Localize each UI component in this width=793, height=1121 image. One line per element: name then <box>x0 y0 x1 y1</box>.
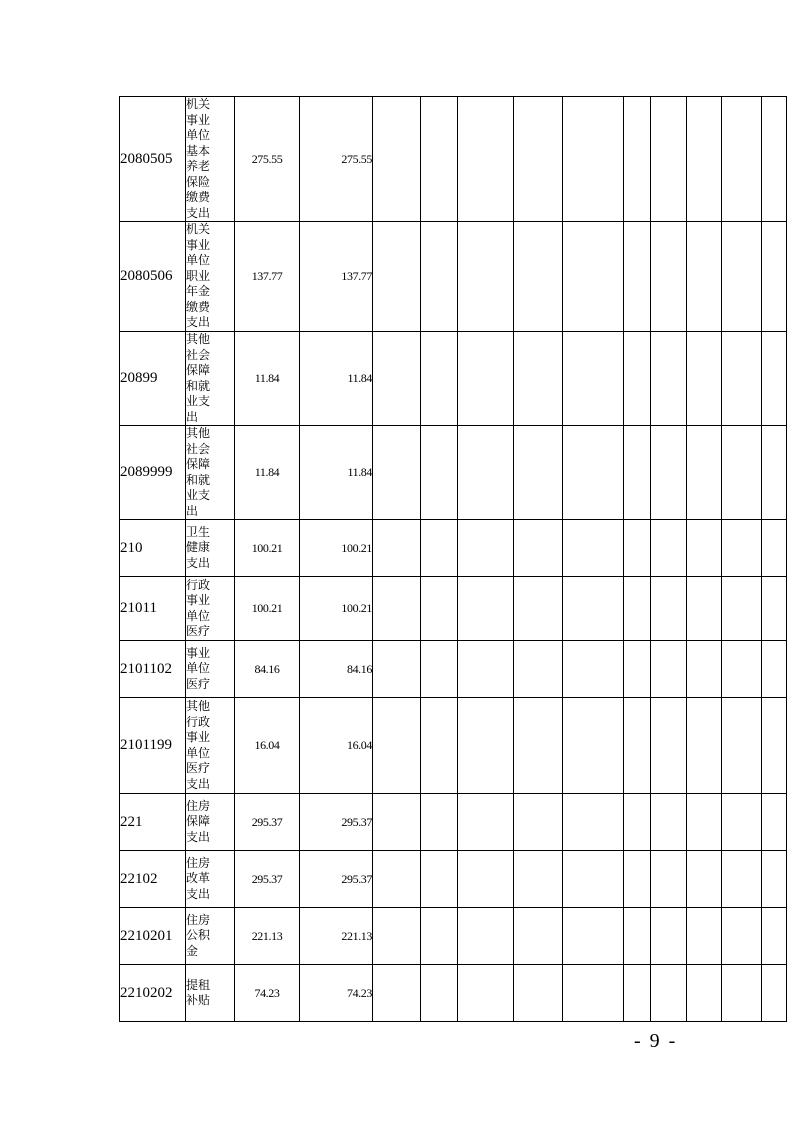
subject-name-cell <box>186 332 235 426</box>
subject-name-cell <box>186 577 235 641</box>
empty-cell <box>651 794 687 851</box>
empty-cell <box>373 851 421 908</box>
empty-cell <box>624 965 651 1022</box>
empty-cell <box>514 222 563 332</box>
empty-cell <box>762 97 787 222</box>
empty-cell <box>762 698 787 794</box>
empty-cell <box>762 332 787 426</box>
empty-cell <box>514 794 563 851</box>
empty-cell <box>514 698 563 794</box>
empty-cell <box>687 794 722 851</box>
subject-code: 2210201 <box>120 908 186 965</box>
empty-cell <box>373 577 421 641</box>
empty-cell <box>458 332 514 426</box>
empty-cell <box>563 577 624 641</box>
empty-cell <box>722 641 762 698</box>
empty-cell <box>421 965 458 1022</box>
empty-cell <box>762 908 787 965</box>
table-row <box>120 851 787 908</box>
total-amount: 11.84 <box>235 332 300 426</box>
empty-cell <box>421 222 458 332</box>
subject-code: 2080505 <box>120 97 186 222</box>
subtotal-amount: 221.13 <box>300 908 373 965</box>
total-amount: 295.37 <box>235 851 300 908</box>
subject-name: 住房公积金 <box>186 912 211 958</box>
empty-cell <box>624 698 651 794</box>
subject-code: 2101102 <box>120 641 186 698</box>
empty-cell <box>373 97 421 222</box>
empty-cell <box>722 426 762 520</box>
empty-cell <box>762 851 787 908</box>
subject-name: 事业单位医疗 <box>186 645 211 691</box>
empty-cell <box>651 908 687 965</box>
empty-cell <box>563 332 624 426</box>
empty-cell <box>651 222 687 332</box>
empty-cell <box>624 222 651 332</box>
empty-cell <box>514 332 563 426</box>
empty-cell <box>722 794 762 851</box>
empty-cell <box>421 698 458 794</box>
empty-cell <box>651 332 687 426</box>
subject-name-cell <box>186 851 235 908</box>
empty-cell <box>624 97 651 222</box>
subtotal-amount: 11.84 <box>300 426 373 520</box>
empty-cell <box>373 965 421 1022</box>
empty-cell <box>722 965 762 1022</box>
empty-cell <box>722 698 762 794</box>
subject-code: 22102 <box>120 851 186 908</box>
subject-name: 住房保障支出 <box>186 798 211 844</box>
subtotal-amount: 275.55 <box>300 97 373 222</box>
subject-name-cell <box>186 426 235 520</box>
empty-cell <box>563 426 624 520</box>
total-amount: 16.04 <box>235 698 300 794</box>
subtotal-amount: 137.77 <box>300 222 373 332</box>
empty-cell <box>624 908 651 965</box>
empty-cell <box>563 965 624 1022</box>
empty-cell <box>624 851 651 908</box>
subject-name-cell <box>186 222 235 332</box>
empty-cell <box>421 908 458 965</box>
empty-cell <box>563 908 624 965</box>
empty-cell <box>421 97 458 222</box>
total-amount: 11.84 <box>235 426 300 520</box>
subtotal-amount: 100.21 <box>300 577 373 641</box>
empty-cell <box>373 908 421 965</box>
empty-cell <box>373 222 421 332</box>
empty-cell <box>458 965 514 1022</box>
subject-name: 其他行政事业单位医疗支出 <box>186 699 211 791</box>
empty-cell <box>421 426 458 520</box>
total-amount: 84.16 <box>235 641 300 698</box>
empty-cell <box>563 520 624 577</box>
subject-code: 20899 <box>120 332 186 426</box>
empty-cell <box>514 641 563 698</box>
empty-cell <box>624 794 651 851</box>
empty-cell <box>458 794 514 851</box>
empty-cell <box>514 965 563 1022</box>
empty-cell <box>563 794 624 851</box>
subject-name-cell <box>186 97 235 222</box>
empty-cell <box>514 520 563 577</box>
empty-cell <box>563 698 624 794</box>
empty-cell <box>687 851 722 908</box>
empty-cell <box>651 520 687 577</box>
empty-cell <box>722 851 762 908</box>
empty-cell <box>421 520 458 577</box>
subject-code: 2080506 <box>120 222 186 332</box>
table-row <box>120 520 787 577</box>
empty-cell <box>373 698 421 794</box>
table-row <box>120 426 787 520</box>
empty-cell <box>687 426 722 520</box>
empty-cell <box>458 698 514 794</box>
subject-name-cell <box>186 908 235 965</box>
empty-cell <box>762 577 787 641</box>
empty-cell <box>514 426 563 520</box>
subject-name-cell <box>186 698 235 794</box>
empty-cell <box>722 97 762 222</box>
subject-name: 卫生健康支出 <box>186 524 211 570</box>
empty-cell <box>687 577 722 641</box>
subtotal-amount: 295.37 <box>300 851 373 908</box>
empty-cell <box>563 97 624 222</box>
empty-cell <box>373 641 421 698</box>
empty-cell <box>514 97 563 222</box>
empty-cell <box>373 794 421 851</box>
empty-cell <box>687 222 722 332</box>
page-number: - 9 - <box>634 1030 678 1052</box>
total-amount: 221.13 <box>235 908 300 965</box>
empty-cell <box>624 520 651 577</box>
empty-cell <box>687 908 722 965</box>
empty-cell <box>687 698 722 794</box>
empty-cell <box>687 97 722 222</box>
subject-name: 机关事业单位基本养老保险缴费支出 <box>186 97 211 220</box>
empty-cell <box>651 577 687 641</box>
subject-name-cell <box>186 794 235 851</box>
subject-name: 提租补贴 <box>186 977 211 1007</box>
empty-cell <box>762 965 787 1022</box>
empty-cell <box>762 520 787 577</box>
empty-cell <box>651 641 687 698</box>
subject-name-cell <box>186 965 235 1022</box>
total-amount: 74.23 <box>235 965 300 1022</box>
table-row <box>120 794 787 851</box>
subject-name: 住房改革支出 <box>186 855 211 901</box>
empty-cell <box>421 794 458 851</box>
table-row <box>120 222 787 332</box>
empty-cell <box>624 426 651 520</box>
empty-cell <box>722 908 762 965</box>
empty-cell <box>722 332 762 426</box>
table-row <box>120 97 787 222</box>
subject-name: 其他社会保障和就业支出 <box>186 426 211 518</box>
total-amount: 275.55 <box>235 97 300 222</box>
empty-cell <box>458 851 514 908</box>
subtotal-amount: 84.16 <box>300 641 373 698</box>
subject-code: 221 <box>120 794 186 851</box>
empty-cell <box>687 520 722 577</box>
empty-cell <box>458 97 514 222</box>
subject-name: 其他社会保障和就业支出 <box>186 332 211 424</box>
empty-cell <box>762 794 787 851</box>
empty-cell <box>722 520 762 577</box>
empty-cell <box>687 641 722 698</box>
empty-cell <box>651 851 687 908</box>
empty-cell <box>458 222 514 332</box>
table-row <box>120 698 787 794</box>
table-row <box>120 965 787 1022</box>
empty-cell <box>624 577 651 641</box>
empty-cell <box>421 577 458 641</box>
total-amount: 137.77 <box>235 222 300 332</box>
empty-cell <box>421 851 458 908</box>
empty-cell <box>762 641 787 698</box>
subject-code: 2089999 <box>120 426 186 520</box>
empty-cell <box>373 332 421 426</box>
empty-cell <box>624 641 651 698</box>
empty-cell <box>563 222 624 332</box>
subject-code: 21011 <box>120 577 186 641</box>
empty-cell <box>458 426 514 520</box>
total-amount: 100.21 <box>235 577 300 641</box>
empty-cell <box>421 332 458 426</box>
empty-cell <box>651 97 687 222</box>
empty-cell <box>651 965 687 1022</box>
subject-name-cell <box>186 641 235 698</box>
subtotal-amount: 100.21 <box>300 520 373 577</box>
empty-cell <box>762 426 787 520</box>
subject-code: 210 <box>120 520 186 577</box>
subtotal-amount: 11.84 <box>300 332 373 426</box>
empty-cell <box>373 426 421 520</box>
empty-cell <box>421 641 458 698</box>
empty-cell <box>651 426 687 520</box>
empty-cell <box>514 851 563 908</box>
budget-table <box>119 96 787 1022</box>
empty-cell <box>563 851 624 908</box>
empty-cell <box>624 332 651 426</box>
empty-cell <box>563 641 624 698</box>
empty-cell <box>458 641 514 698</box>
empty-cell <box>722 222 762 332</box>
empty-cell <box>651 698 687 794</box>
subtotal-amount: 295.37 <box>300 794 373 851</box>
empty-cell <box>687 965 722 1022</box>
empty-cell <box>514 577 563 641</box>
empty-cell <box>458 908 514 965</box>
empty-cell <box>458 577 514 641</box>
total-amount: 295.37 <box>235 794 300 851</box>
table-row <box>120 577 787 641</box>
subtotal-amount: 74.23 <box>300 965 373 1022</box>
empty-cell <box>373 520 421 577</box>
subject-code: 2101199 <box>120 698 186 794</box>
subject-name: 行政事业单位医疗 <box>186 577 211 638</box>
table-row <box>120 641 787 698</box>
empty-cell <box>762 222 787 332</box>
table-row <box>120 908 787 965</box>
subject-name: 机关事业单位职业年金缴费支出 <box>186 222 211 330</box>
subject-name-cell <box>186 520 235 577</box>
empty-cell <box>687 332 722 426</box>
empty-cell <box>722 577 762 641</box>
table-body <box>120 97 787 1022</box>
subtotal-amount: 16.04 <box>300 698 373 794</box>
empty-cell <box>458 520 514 577</box>
subject-code: 2210202 <box>120 965 186 1022</box>
total-amount: 100.21 <box>235 520 300 577</box>
table-row <box>120 332 787 426</box>
empty-cell <box>514 908 563 965</box>
